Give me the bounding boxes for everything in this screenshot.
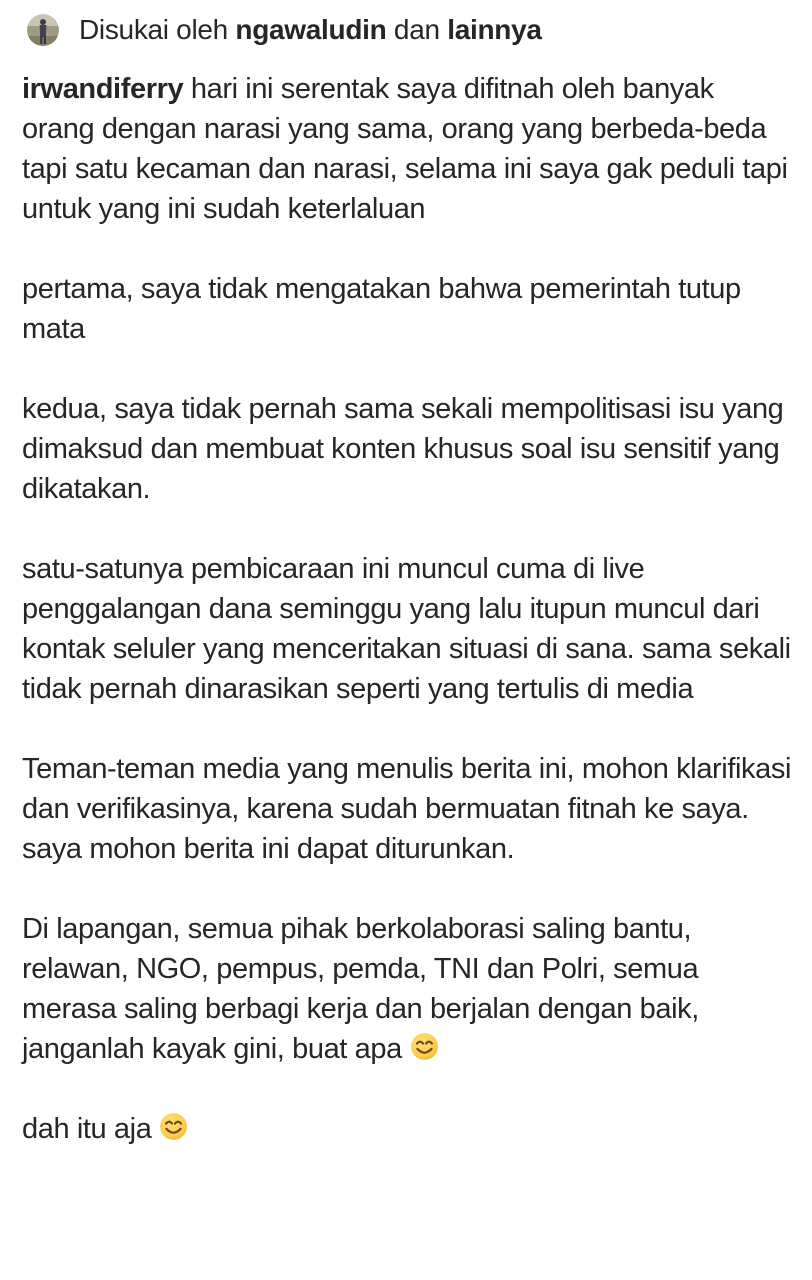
smiling-face-with-smiling-eyes-emoji [409,1031,440,1062]
caption-paragraph [22,1109,792,1149]
caption-paragraph-text: Di lapangan, semua pihak berkolaborasi saling bantu, relawan, NGO, pempus, pemda, TNI dan Polri, semua merasa saling berbagi kerja dan berjalan dengan baik, janganlah kayak gini, buat apa [22,913,699,1065]
smiling-face-with-smiling-eyes-emoji [158,1111,189,1142]
caption-paragraph-text: kedua, saya tidak pernah sama sekali mempolitisasi isu yang dimaksud dan membuat konten khusus soal isu sensitif yang dikatakan. [22,393,784,505]
post-caption [0,69,812,1149]
caption-username[interactable]: irwandiferry [22,73,184,105]
caption-paragraph-text: pertama, saya tidak mengatakan bahwa pemerintah tutup mata [22,273,741,345]
caption-paragraph [22,389,792,509]
liker-avatar-photo [27,14,59,46]
caption-paragraph-text: hari ini serentak saya difitnah oleh banyak orang dengan narasi yang sama, orang yang berbeda-beda tapi satu kecaman dan narasi, selama ini saya gak peduli tapi untuk yang ini sudah keterlaluan [22,73,788,225]
liker-avatar[interactable] [27,14,59,46]
caption-paragraph-text: Teman-teman media yang menulis berita ini, mohon klarifikasi dan verifikasinya, karena sudah bermuatan fitnah ke saya. saya mohon berita ini dapat diturunkan. [22,753,792,865]
caption-paragraph [22,69,792,229]
liker-username[interactable]: ngawaludin [235,14,387,45]
caption-paragraph [22,269,792,349]
liked-by-text [79,13,542,47]
caption-paragraph-text: satu-satunya pembicaraan ini muncul cuma di live penggalangan dana seminggu yang lalu itupun muncul dari kontak seluler yang menceritakan situasi di sana. sama sekali tidak pernah dinarasikan seperti yang tertulis di media [22,553,791,705]
caption-paragraph [22,749,792,869]
liked-by-row [0,0,812,47]
caption-paragraph-text: dah itu aja [22,1113,152,1145]
liked-by-prefix: Disukai oleh [79,14,228,45]
liked-by-connector: dan [393,14,440,45]
caption-paragraph [22,909,792,1069]
caption-paragraph [22,549,792,709]
liked-by-others-link[interactable]: lainnya [447,14,542,45]
